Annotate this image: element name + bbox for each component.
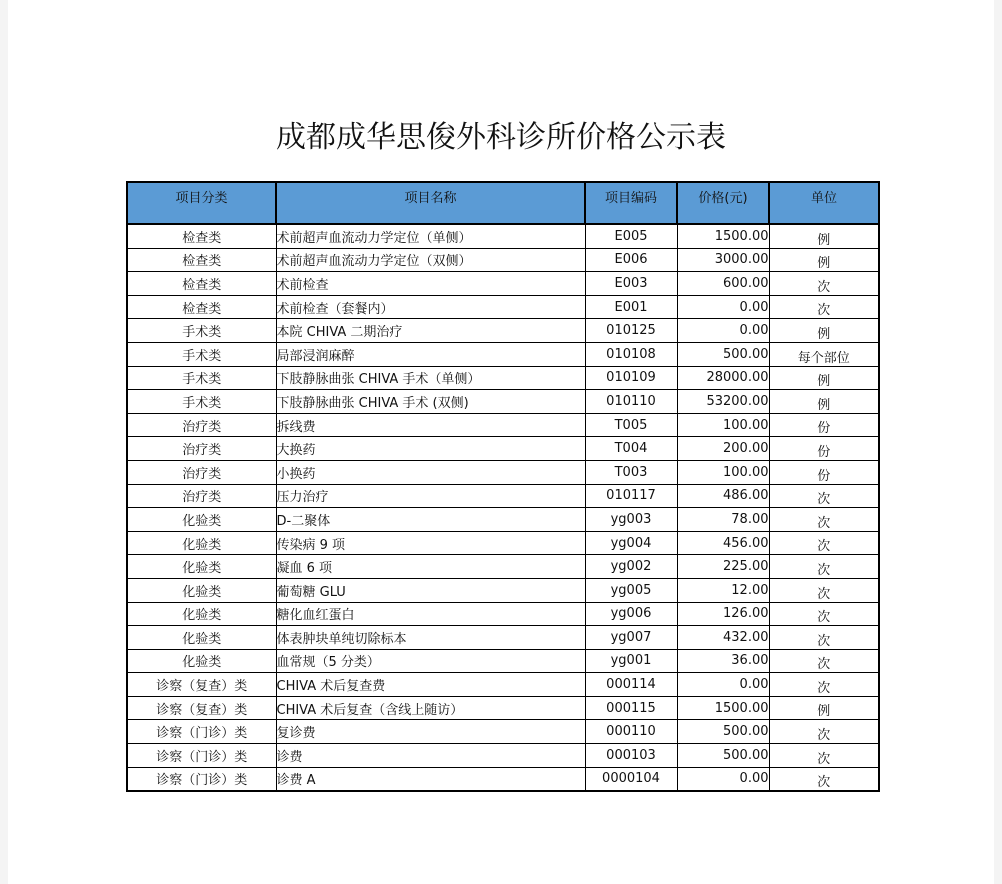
table-row	[127, 744, 879, 768]
cell-category: 化验类	[127, 626, 276, 650]
cell-price: 225.00	[677, 555, 769, 579]
table-row	[127, 602, 879, 626]
table-row	[127, 531, 879, 555]
table-row	[127, 224, 879, 248]
cell-unit: 次	[769, 767, 879, 791]
cell-unit: 份	[769, 437, 879, 461]
cell-code: yg006	[585, 602, 677, 626]
cell-code: 000114	[585, 673, 677, 697]
table-row	[127, 767, 879, 791]
cell-code: 010125	[585, 319, 677, 343]
table-row	[127, 342, 879, 366]
table-row	[127, 578, 879, 602]
table-row	[127, 484, 879, 508]
table-row	[127, 555, 879, 579]
cell-unit: 次	[769, 555, 879, 579]
cell-name: 血常规（5 分类）	[276, 649, 585, 673]
cell-code: E001	[585, 295, 677, 319]
cell-unit: 次	[769, 578, 879, 602]
cell-name: 术前检查（套餐内）	[276, 295, 585, 319]
cell-unit: 每个部位	[769, 342, 879, 366]
cell-category: 手术类	[127, 319, 276, 343]
cell-name: 术前超声血流动力学定位（双侧）	[276, 248, 585, 272]
cell-category: 诊察（门诊）类	[127, 744, 276, 768]
cell-category: 化验类	[127, 555, 276, 579]
cell-category: 诊察（复查）类	[127, 696, 276, 720]
cell-code: E003	[585, 272, 677, 296]
cell-unit: 例	[769, 390, 879, 414]
cell-price: 500.00	[677, 720, 769, 744]
cell-unit: 次	[769, 602, 879, 626]
cell-category: 治疗类	[127, 437, 276, 461]
cell-code: E006	[585, 248, 677, 272]
cell-code: 010110	[585, 390, 677, 414]
table-row	[127, 319, 879, 343]
document-page	[8, 0, 994, 884]
cell-category: 检查类	[127, 248, 276, 272]
cell-name: 拆线费	[276, 413, 585, 437]
page-title: 成都成华思俊外科诊所价格公示表	[276, 120, 726, 155]
cell-price: 500.00	[677, 744, 769, 768]
cell-unit: 次	[769, 484, 879, 508]
cell-price: 100.00	[677, 460, 769, 484]
cell-code: 010117	[585, 484, 677, 508]
cell-name: 体表肿块单纯切除标本	[276, 626, 585, 650]
cell-price: 0.00	[677, 295, 769, 319]
cell-category: 治疗类	[127, 460, 276, 484]
cell-price: 78.00	[677, 508, 769, 532]
cell-code: T004	[585, 437, 677, 461]
table-row	[127, 720, 879, 744]
table-header-row	[127, 182, 879, 224]
table-row	[127, 248, 879, 272]
cell-name: 术前检查	[276, 272, 585, 296]
cell-price: 53200.00	[677, 390, 769, 414]
table-row	[127, 437, 879, 461]
cell-unit: 份	[769, 460, 879, 484]
cell-name: 大换药	[276, 437, 585, 461]
cell-price: 432.00	[677, 626, 769, 650]
cell-unit: 次	[769, 673, 879, 697]
table-row	[127, 272, 879, 296]
cell-category: 手术类	[127, 366, 276, 390]
cell-price: 126.00	[677, 602, 769, 626]
header-price: 价格(元)	[677, 182, 769, 224]
cell-code: yg001	[585, 649, 677, 673]
cell-unit: 次	[769, 649, 879, 673]
cell-category: 检查类	[127, 224, 276, 248]
cell-price: 0.00	[677, 319, 769, 343]
table-row	[127, 696, 879, 720]
cell-name: D-二聚体	[276, 508, 585, 532]
cell-price: 500.00	[677, 342, 769, 366]
cell-unit: 例	[769, 319, 879, 343]
table-row	[127, 460, 879, 484]
cell-code: yg007	[585, 626, 677, 650]
cell-name: 小换药	[276, 460, 585, 484]
cell-category: 诊察（门诊）类	[127, 767, 276, 791]
cell-name: 本院 CHIVA 二期治疗	[276, 319, 585, 343]
table-row	[127, 649, 879, 673]
header-code: 项目编码	[585, 182, 677, 224]
cell-category: 化验类	[127, 531, 276, 555]
cell-price: 600.00	[677, 272, 769, 296]
table-row	[127, 413, 879, 437]
table-row	[127, 673, 879, 697]
cell-category: 诊察（复查）类	[127, 673, 276, 697]
cell-category: 诊察（门诊）类	[127, 720, 276, 744]
header-unit: 单位	[769, 182, 879, 224]
cell-category: 化验类	[127, 649, 276, 673]
cell-category: 检查类	[127, 272, 276, 296]
cell-name: 诊费	[276, 744, 585, 768]
cell-price: 486.00	[677, 484, 769, 508]
header-name: 项目名称	[276, 182, 585, 224]
cell-code: yg004	[585, 531, 677, 555]
cell-unit: 例	[769, 366, 879, 390]
cell-name: 下肢静脉曲张 CHIVA 手术 (双侧)	[276, 390, 585, 414]
cell-name: 下肢静脉曲张 CHIVA 手术（单侧）	[276, 366, 585, 390]
cell-category: 化验类	[127, 602, 276, 626]
cell-code: yg005	[585, 578, 677, 602]
cell-unit: 次	[769, 744, 879, 768]
cell-code: 000103	[585, 744, 677, 768]
cell-code: 000110	[585, 720, 677, 744]
cell-code: T003	[585, 460, 677, 484]
cell-unit: 次	[769, 531, 879, 555]
cell-unit: 次	[769, 720, 879, 744]
cell-unit: 例	[769, 696, 879, 720]
cell-name: 传染病 9 项	[276, 531, 585, 555]
cell-name: 葡萄糖 GLU	[276, 578, 585, 602]
cell-code: E005	[585, 224, 677, 248]
cell-unit: 次	[769, 272, 879, 296]
cell-name: 压力治疗	[276, 484, 585, 508]
cell-category: 检查类	[127, 295, 276, 319]
cell-name: CHIVA 术后复查费	[276, 673, 585, 697]
cell-category: 化验类	[127, 578, 276, 602]
cell-code: 010108	[585, 342, 677, 366]
cell-name: 凝血 6 项	[276, 555, 585, 579]
cell-price: 12.00	[677, 578, 769, 602]
cell-unit: 次	[769, 626, 879, 650]
cell-price: 200.00	[677, 437, 769, 461]
cell-unit: 次	[769, 508, 879, 532]
cell-name: 局部浸润麻醉	[276, 342, 585, 366]
cell-name: 术前超声血流动力学定位（单侧）	[276, 224, 585, 248]
cell-name: 诊费 A	[276, 767, 585, 791]
cell-code: 0000104	[585, 767, 677, 791]
cell-unit: 例	[769, 248, 879, 272]
cell-price: 28000.00	[677, 366, 769, 390]
price-table	[126, 181, 880, 792]
cell-code: yg003	[585, 508, 677, 532]
cell-code: 010109	[585, 366, 677, 390]
table-row	[127, 626, 879, 650]
cell-price: 1500.00	[677, 224, 769, 248]
cell-code: yg002	[585, 555, 677, 579]
cell-price: 100.00	[677, 413, 769, 437]
cell-category: 手术类	[127, 390, 276, 414]
cell-price: 0.00	[677, 767, 769, 791]
cell-price: 1500.00	[677, 696, 769, 720]
table-row	[127, 390, 879, 414]
cell-category: 治疗类	[127, 484, 276, 508]
cell-code: T005	[585, 413, 677, 437]
table-row	[127, 295, 879, 319]
cell-price: 3000.00	[677, 248, 769, 272]
cell-unit: 份	[769, 413, 879, 437]
cell-code: 000115	[585, 696, 677, 720]
header-category: 项目分类	[127, 182, 276, 224]
cell-unit: 次	[769, 295, 879, 319]
table-body	[127, 224, 879, 791]
cell-category: 手术类	[127, 342, 276, 366]
cell-category: 化验类	[127, 508, 276, 532]
cell-unit: 例	[769, 224, 879, 248]
cell-price: 0.00	[677, 673, 769, 697]
cell-name: CHIVA 术后复查（含线上随访）	[276, 696, 585, 720]
cell-price: 36.00	[677, 649, 769, 673]
cell-category: 治疗类	[127, 413, 276, 437]
cell-price: 456.00	[677, 531, 769, 555]
cell-name: 糖化血红蛋白	[276, 602, 585, 626]
table-row	[127, 366, 879, 390]
table-row	[127, 508, 879, 532]
cell-name: 复诊费	[276, 720, 585, 744]
